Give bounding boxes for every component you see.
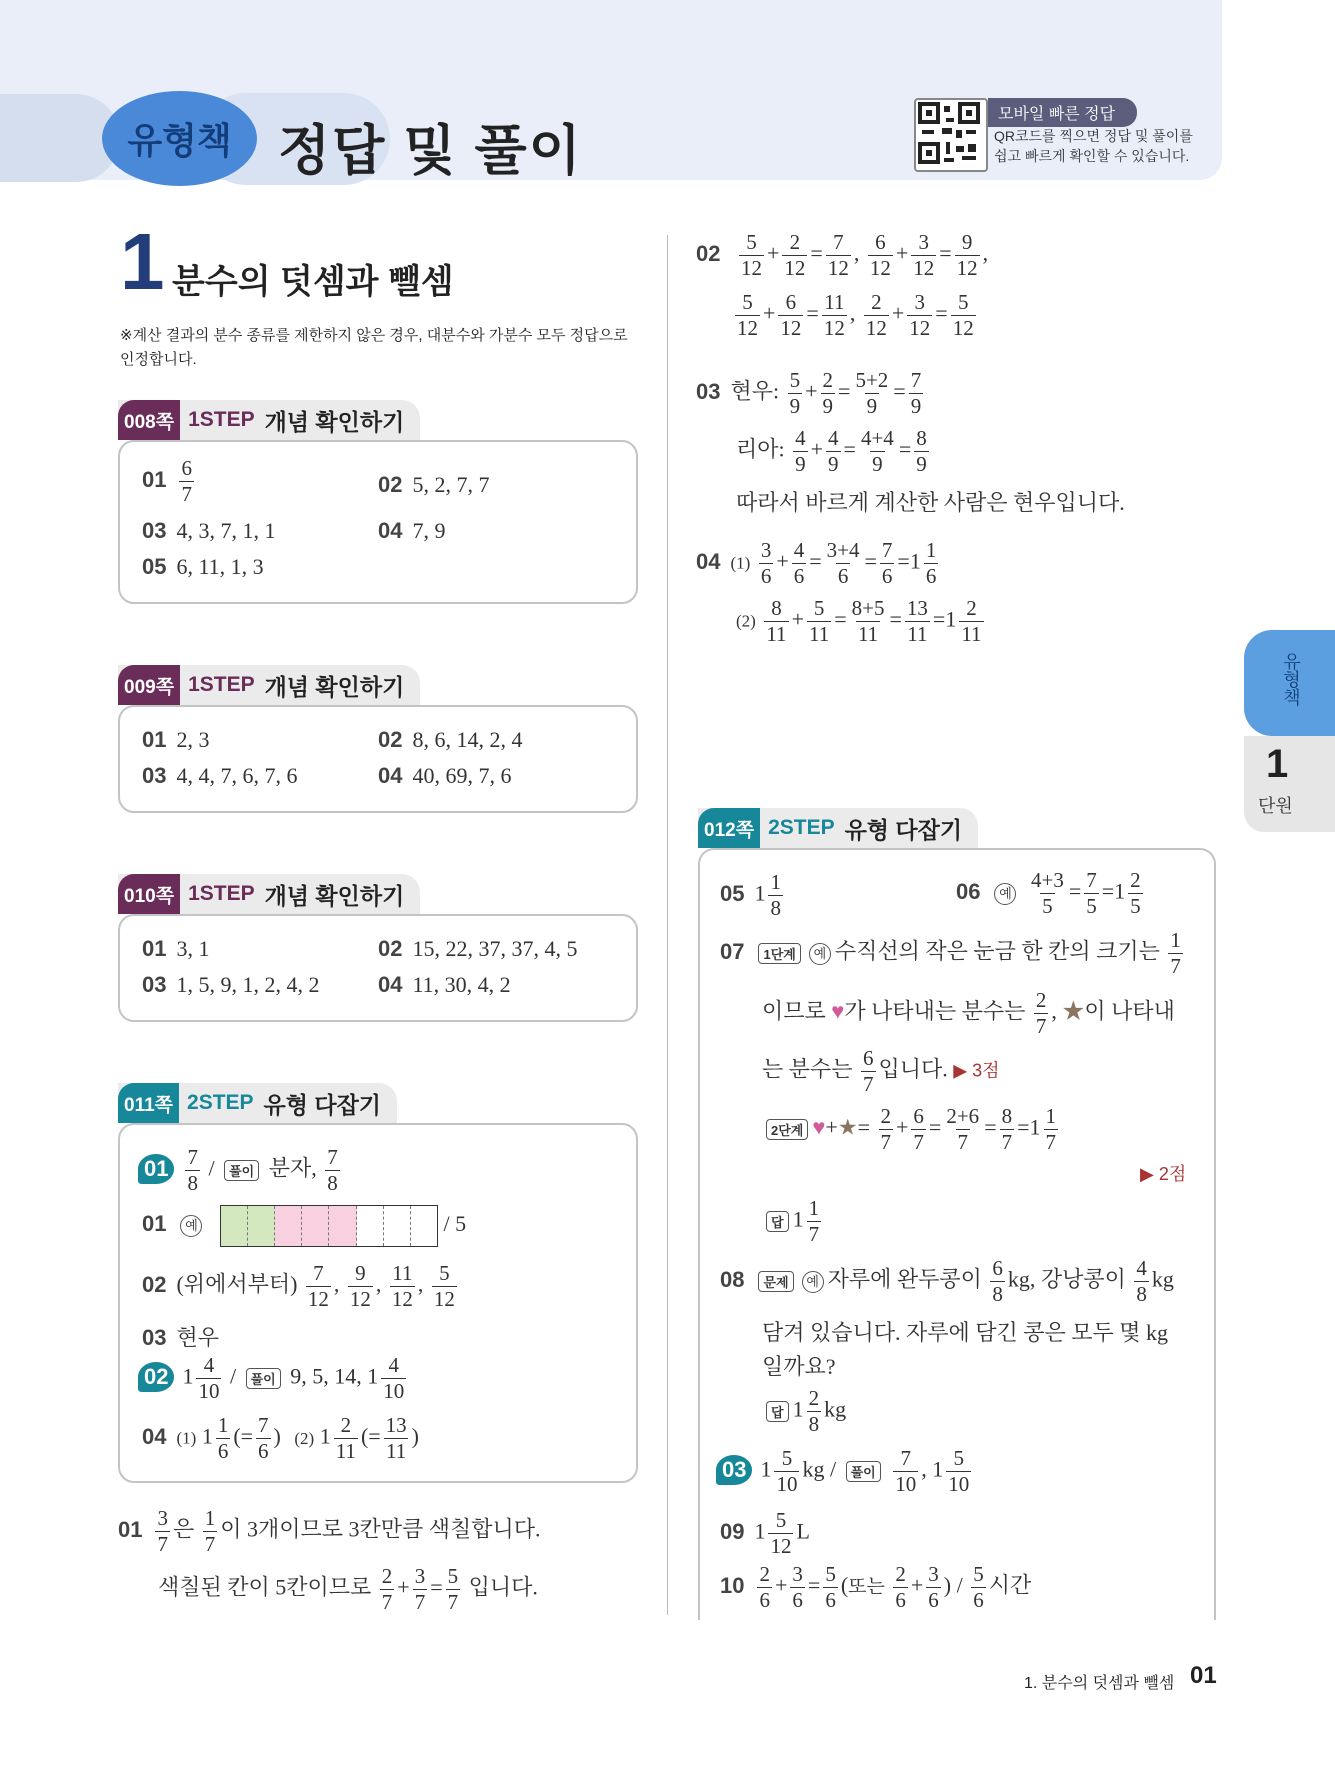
answer-04: 04 (1) 1 $\frac{1}{6}$ (= $\frac{7}{6}$ ) (2) 1 $\frac{2}{11}$ (= $\frac{13}{11}$ ) bbox=[142, 1413, 419, 1463]
footer-chapter: 1. 분수의 덧셈과 뺄셈 bbox=[1024, 1675, 1175, 1692]
answer-07-line2: 이므로 ♥가 나타내는 분수는 $\frac{2}{7}$ , ★이 나타내 bbox=[762, 988, 1175, 1038]
chapter-note: ※계산 결과의 분수 종류를 제한하지 않은 경우, 대분수와 가분수 모두 정답으로 인정합니다. bbox=[120, 327, 628, 368]
answer-04: 04 40, 69, 7, 6 bbox=[378, 763, 512, 788]
section-page: 009쪽 bbox=[118, 665, 180, 705]
explanation-03: 03 현우: $\frac{5}{9}$ + $\frac{2}{9}$ = $\frac{5+2}{9}$ = $\frac{7}{9}$ bbox=[696, 368, 922, 418]
section-page: 012쪽 bbox=[698, 808, 760, 848]
page-title: 정답 및 풀이 bbox=[278, 121, 583, 181]
side-tab-book[interactable] bbox=[1244, 630, 1335, 736]
answer-r02: 02 1 $\frac{4}{10}$ / 풀이 9, 5, 14, 1 $\frac{4}{10}$ bbox=[138, 1355, 409, 1402]
section-step: 2STEP bbox=[768, 816, 835, 839]
section-title: 개념 확인하기 bbox=[264, 408, 405, 435]
fraction-bar bbox=[220, 1205, 438, 1247]
answer-06: 06 예 $\frac{4+3}{5}$ = $\frac{7}{5}$ =1 $\frac{2}{5}$ bbox=[956, 868, 1141, 918]
qr-description bbox=[994, 126, 1193, 166]
answer-01: 01 예 / 5 bbox=[142, 1205, 466, 1247]
answer-07: 07 1단계 예 수직선의 작은 눈금 한 칸의 크기는 $\frac{1}{7}$ bbox=[720, 928, 1181, 978]
section-page: 011쪽 bbox=[118, 1083, 179, 1123]
answer-04: 04 7, 9 bbox=[378, 518, 446, 543]
section-tab-009 bbox=[118, 665, 420, 705]
section-title: 유형 다잡기 bbox=[844, 816, 963, 843]
unit-label: 단원 bbox=[1258, 796, 1293, 816]
answer-08-line2: 담겨 있습니다. 자루에 담긴 콩은 모두 몇 kg bbox=[762, 1320, 1169, 1345]
explanation-01-line2: 색칠된 칸이 5칸이므로 $\frac{2}{7}$ + $\frac{3}{7}$ = $\frac{5}{7}$ 입니다. bbox=[158, 1564, 538, 1614]
answer-box-008 bbox=[118, 440, 638, 604]
qr-desc-line1: QR코드를 찍으면 정답 및 풀이를 bbox=[994, 128, 1193, 144]
answer-08-dap: 답 1 $\frac{2}{8}$ kg bbox=[762, 1388, 846, 1435]
answer-03: 03 1, 5, 9, 1, 2, 4, 2 bbox=[142, 972, 320, 997]
column-divider bbox=[667, 235, 668, 1615]
explanation-02: 02 $\frac{5}{12}$ + $\frac{2}{12}$ = $\frac{7}{12}$ , $\frac{6}{12}$ + $\frac{3}{12}$ = $\frac{9}{12}$ , bbox=[696, 230, 989, 280]
answer-05: 05 1 $\frac{1}{8}$ bbox=[720, 870, 781, 920]
answer-02: 02 15, 22, 37, 37, 4, 5 bbox=[378, 936, 578, 961]
section-tab-011 bbox=[118, 1083, 397, 1123]
answer-r03: 03 1 $\frac{5}{10}$ kg / 풀이 $\frac{7}{10}$ , 1 $\frac{5}{10}$ bbox=[716, 1448, 974, 1495]
side-tab-label: 유형책 bbox=[1281, 652, 1301, 706]
answer-09: 09 1 $\frac{5}{12}$ L bbox=[720, 1508, 810, 1558]
header-tag: 유형책 bbox=[127, 120, 232, 161]
answer-07-line3: 는 분수는 $\frac{6}{7}$ 입니다. ▶ 3점 bbox=[762, 1046, 1000, 1096]
section-title: 개념 확인하기 bbox=[264, 882, 405, 909]
answer-01: 01 2, 3 bbox=[142, 727, 210, 752]
answer-01: 01 3, 1 bbox=[142, 936, 210, 961]
explanation-01: 01 $\frac{3}{7}$ 은 $\frac{1}{7}$ 이 3개이므로 3칸만큼 색칠합니다. bbox=[118, 1506, 541, 1556]
answer-02: 02 (위에서부터) $\frac{7}{12}$ , $\frac{9}{12}$ , $\frac{11}{12}$ , $\frac{5}{12}$ bbox=[142, 1261, 455, 1311]
heart-icon: ♥ bbox=[831, 998, 845, 1024]
qr-code-icon[interactable] bbox=[914, 98, 988, 172]
section-tab-010 bbox=[118, 874, 420, 914]
qr-badge: 모바일 빠른 정답 bbox=[988, 98, 1137, 127]
qr-graphic bbox=[916, 100, 982, 166]
unit-number: 1 bbox=[1266, 742, 1289, 786]
answer-box-010 bbox=[118, 914, 638, 1022]
explanation-03-conclusion: 따라서 바르게 계산한 사람은 현우입니다. bbox=[736, 490, 1125, 515]
answer-03: 03 4, 4, 7, 6, 7, 6 bbox=[142, 763, 298, 788]
section-title: 개념 확인하기 bbox=[264, 673, 405, 700]
explanation-03-ria: 리아: $\frac{4}{9}$ + $\frac{4}{9}$ = $\frac{4+4}{9}$ = $\frac{8}{9}$ bbox=[736, 426, 927, 476]
section-step: 1STEP bbox=[188, 408, 255, 431]
heart-icon: ♥ bbox=[812, 1114, 826, 1140]
section-page: 010쪽 bbox=[118, 874, 180, 914]
answer-02: 02 5, 2, 7, 7 bbox=[378, 472, 490, 497]
section-tab-012 bbox=[698, 808, 978, 848]
answer-box-011 bbox=[118, 1123, 638, 1483]
page-number: 01 bbox=[1190, 1662, 1217, 1689]
side-tab-unit[interactable] bbox=[1244, 736, 1335, 832]
qr-desc-line2: 쉽고 빠르게 확인할 수 있습니다. bbox=[994, 148, 1190, 164]
answer-07-step2: 2단계 ♥+★= $\frac{2}{7}$ + $\frac{6}{7}$ = $\frac{2+6}{7}$ = $\frac{8}{7}$ =1 $\frac{1}{7}$ bbox=[762, 1106, 1061, 1153]
section-title: 유형 다잡기 bbox=[263, 1091, 382, 1118]
chapter-title: 분수의 덧셈과 뺄셈 bbox=[172, 263, 454, 301]
points-2: ▶ 2점 bbox=[1140, 1164, 1187, 1184]
answer-08-line3: 일까요? bbox=[762, 1354, 836, 1379]
answer-10: 10 $\frac{2}{6}$ + $\frac{3}{6}$ = $\frac{5}{6}$ (또는 $\frac{2}{6}$ + $\frac{3}{6}$ ) / $\frac{5}{6}$ 시간 bbox=[720, 1562, 1032, 1612]
answer-04: 04 11, 30, 4, 2 bbox=[378, 972, 511, 997]
answer-box-009 bbox=[118, 705, 638, 813]
section-page: 008쪽 bbox=[118, 400, 180, 440]
answer-01: 01 $\frac{6}{7}$ bbox=[142, 456, 192, 506]
answer-02: 02 8, 6, 14, 2, 4 bbox=[378, 727, 523, 752]
answer-03: 03 현우 bbox=[142, 1325, 219, 1350]
explanation-04-1: 04 (1) $\frac{3}{6}$ + $\frac{4}{6}$ = $\frac{3+4}{6}$ = $\frac{7}{6}$ =1 $\frac{1}{6}$ bbox=[696, 538, 937, 588]
answer-05: 05 6, 11, 1, 3 bbox=[142, 554, 264, 579]
star-icon: ★ bbox=[837, 1114, 858, 1140]
answer-03: 03 4, 3, 7, 1, 1 bbox=[142, 518, 276, 543]
answer-08: 08 문제 예 자루에 완두콩이 $\frac{6}{8}$ kg, 강낭콩이 $\frac{4}{8}$ kg bbox=[720, 1256, 1174, 1306]
chapter-number: 1 bbox=[120, 217, 165, 306]
section-tab-008 bbox=[118, 400, 420, 440]
explanation-02-line2: $\frac{5}{12}$ + $\frac{6}{12}$ = $\frac{11}{12}$ , $\frac{2}{12}$ + $\frac{3}{12}$ = $\frac{5}{12}$ bbox=[737, 290, 974, 340]
explanation-04-2: (2) $\frac{8}{11}$ + $\frac{5}{11}$ = $\frac{8+5}{11}$ = $\frac{13}{11}$ =1 $\frac{2}{11}$ bbox=[736, 596, 982, 646]
section-step: 1STEP bbox=[188, 882, 255, 905]
star-icon: ★ bbox=[1062, 998, 1085, 1024]
answer-07-dap: 답 1 $\frac{1}{7}$ bbox=[762, 1198, 824, 1245]
section-step: 1STEP bbox=[188, 673, 255, 696]
section-step: 2STEP bbox=[187, 1091, 254, 1114]
answer-r01: 01 $\frac{7}{8}$ / 풀이 분자, $\frac{7}{8}$ bbox=[138, 1147, 343, 1194]
answer-box-012 bbox=[698, 848, 1216, 1620]
